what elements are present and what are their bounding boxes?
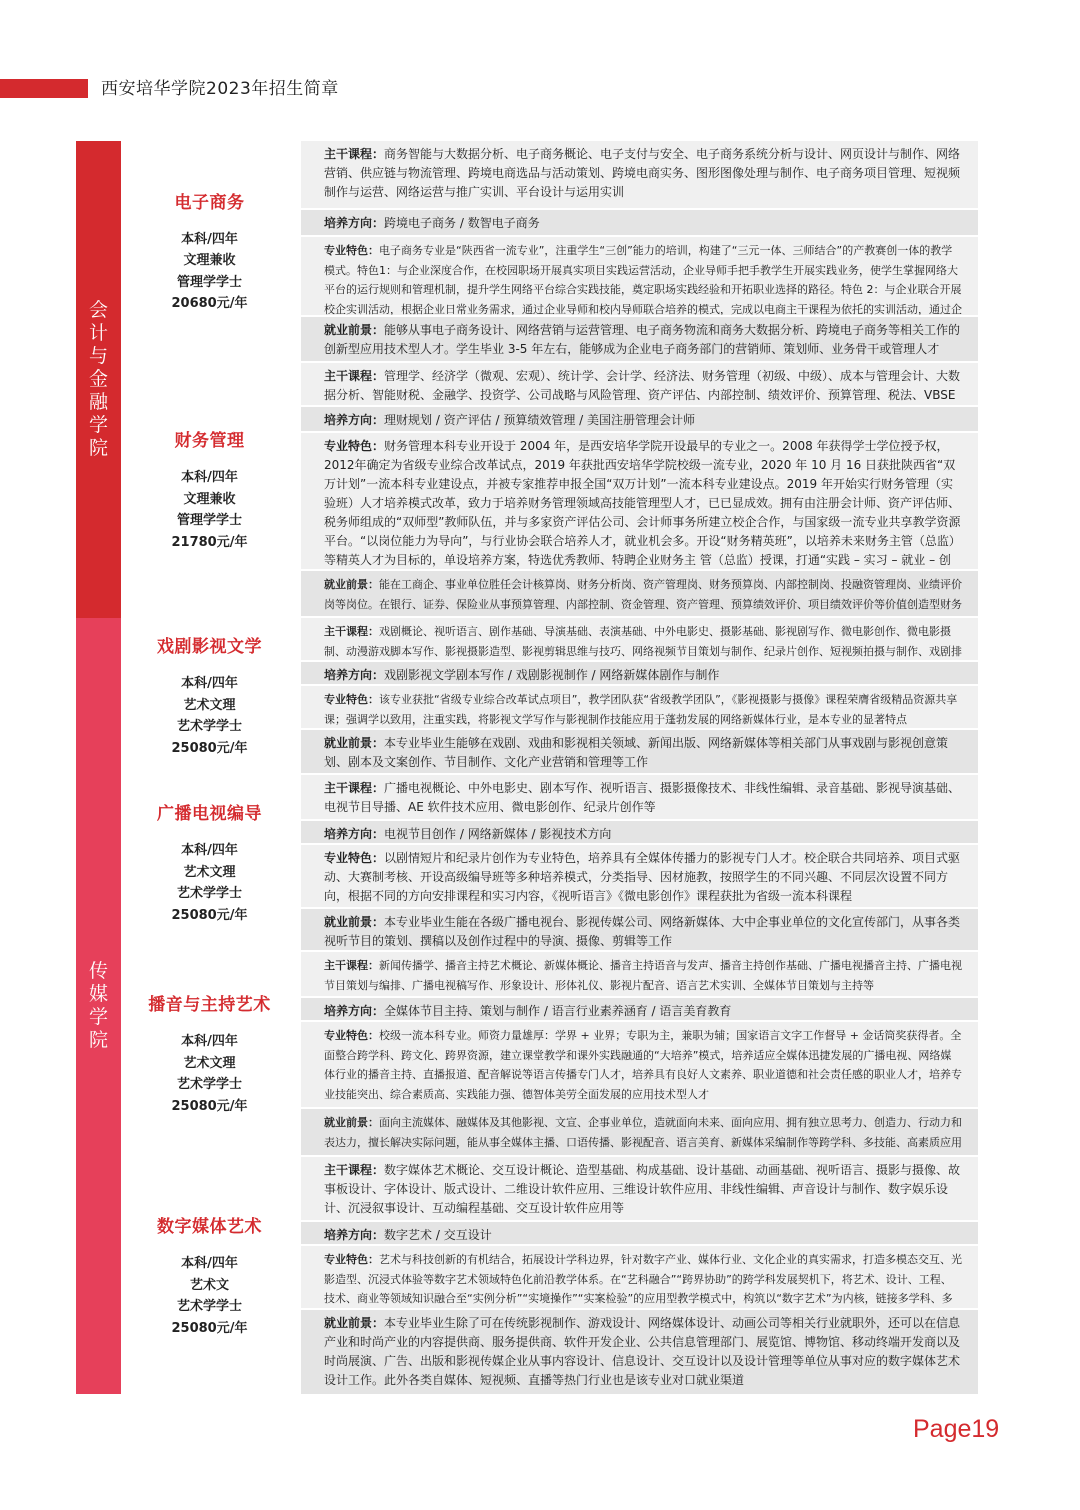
direction-row: 培养方向：理财规划 / 资产评估 / 预算绩效管理 / 美国注册管理会计师 (298, 407, 978, 433)
courses-row: 主干课程：管理学、经济学（微观、宏观）、统计学、会计学、经济法、财务管理（初级、中级）、成本与管理会计、大数据分析、智能财税、金融学、投资学、公司战略与风险管理、资产评估、内部控制、绩效评价、预算管理、税法、VBSE (298, 363, 978, 407)
direction-row: 培养方向：电视节目创作 / 网络新媒体 / 影视技术方向 (298, 821, 978, 845)
features-row: 专业特色：该专业获批“省级专业综合改革试点项目”，教学团队获“省级教学团队”，《影视摄影与摄像》课程荣膺省级精品资源共享课；强调学以致用，注重实践，将影视文学写作与影视制作技能应用于蓬勃发展的网络新媒体行业，是本专业的显著特点 (298, 686, 978, 730)
page-number: Page19 (913, 1415, 1000, 1443)
degree-type: 艺术学学士 (176, 1299, 242, 1314)
direction-row: 培养方向：戏剧影视文学剧本写作 / 戏剧影视制作 / 网络新媒体剧作与制作 (298, 662, 978, 686)
degree-duration: 本科/四年 (181, 843, 238, 858)
major-meta (172, 673, 248, 759)
college-name: 传媒学院 (88, 960, 108, 1051)
degree-duration: 本科/四年 (181, 470, 238, 485)
college-name: 会计与金融学院 (88, 299, 108, 459)
career-row: 就业前景：本专业毕业生能够在戏剧、戏曲和影视相关领域、新闻出版、网络新媒体等相关部门从事戏剧与影视创意策划、剧本及文案创作、节目制作、文化产业营销和管理等工作 (298, 730, 978, 775)
features-row: 专业特色：以剧情短片和纪录片创作为专业特色，培养具有全媒体传播力的影视专门人才。校企联合共同培养、项目式驱动、大赛制考核、开设高级编导班等多种培养模式，分类指导、因材施教，按照学生的不同兴趣、不同层次设置不同方向，根据不同的方向安排课程和实习内容，《视听语言》《微电影创作》课程获批为省级一流本科课程 (298, 845, 978, 909)
major-name: 戏剧影视文学 (157, 637, 262, 657)
major-meta (172, 229, 248, 315)
major-ecommerce (121, 141, 298, 363)
tuition: 25080元/年 (171, 1320, 248, 1336)
degree-type: 艺术学学士 (176, 886, 242, 901)
career-row: 就业前景：面向主流媒体、融媒体及其他影视、文宣、企事业单位，造就面向未来、面向应用、拥有独立思考力、创造力、行动力和表达力，擅长解决实际问题，能从事全媒体主播、口语传播、影视配音、语言美育、新媒体采编制作等跨学科、多技能、高素质应用 (298, 1109, 978, 1157)
major-meta (172, 840, 248, 926)
tuition: 25080元/年 (171, 1098, 248, 1114)
major-name: 广播电视编导 (157, 804, 262, 824)
tuition: 20680元/年 (171, 296, 248, 311)
degree-duration: 本科/四年 (181, 1256, 238, 1271)
major-meta (172, 1253, 248, 1339)
major-broadcasting-hosting (121, 952, 298, 1157)
major-meta (172, 467, 248, 553)
career-row: 就业前景：本专业毕业生除了可在传统影视制作、游戏设计、网络媒体设计、动画公司等相关行业就职外，还可以在信息产业和时尚产业的内容提供商、服务提供商、软件开发企业、公共信息管理部门、展览馆、博物馆、移动终端开发商以及时尚展演、广告、出版和影视传媒企业从事内容设计、信息设计、交互设计以及设计管理等单位从事对应的数字媒体艺术设计工作。此外各类自媒体、短视频、直播等热门行业也是该专业对口就业渠道 (298, 1310, 978, 1394)
degree-duration: 本科/四年 (181, 1034, 238, 1049)
major-name: 播音与主持艺术 (148, 995, 271, 1015)
admission-type: 艺术文理 (183, 864, 236, 880)
header-title: 西安培华学院2023年招生简章 (101, 79, 339, 99)
tuition: 21780元/年 (171, 534, 248, 550)
admission-type: 艺术文理 (183, 697, 236, 713)
admission-type: 艺术文理 (183, 1055, 236, 1071)
major-radio-tv-directing (121, 775, 298, 952)
college-accounting-finance (76, 141, 121, 618)
courses-row: 主干课程：新闻传播学、播音主持艺术概论、新媒体概论、播音主持语音与发声、播音主持创作基础、广播电视播音主持、广播电视节目策划与编排、广播电视稿写作、形象设计、形体礼仪、影视片配音、语言艺术实训、全媒体节目策划与主持等 (298, 952, 978, 998)
career-row: 就业前景：本专业毕业生能在各级广播电视台、影视传媒公司、网络新媒体、大中企事业单位的文化宣传部门，从事各类视听节目的策划、撰稿以及创作过程中的导演、摄像、剪辑等工作 (298, 909, 978, 952)
tuition: 25080元/年 (171, 907, 248, 923)
major-digital-media-art (121, 1157, 298, 1394)
direction-row: 培养方向：数字艺术 / 交互设计 (298, 1222, 978, 1246)
features-row: 专业特色：校级一流本科专业。师资力量雄厚：学界 + 业界；专职为主，兼职为辅；国家语言文字工作督导 + 金话筒奖获得者。全面整合跨学科、跨文化、跨界资源，建立课堂教学和课外实践融通的“大培养”模式，培养适应全媒体迅捷发展的广播电视、网络媒体行业的播音主持、直播报道、配音解说等语言传播专门人才，培养具有良好人文素养、职业道德和社会责任感的职业人才，培养专业技能突出、综合素质高、实践能力强、德智体美劳全面发展的应用技术型人才 (298, 1022, 978, 1109)
courses-row: 主干课程：广播电视概论、中外电影史、剧本写作、视听语言、摄影摄像技术、非线性编辑、录音基础、影视导演基础、电视节目导播、AE 软件技术应用、微电影创作、纪录片创作等 (298, 775, 978, 821)
features-row: 专业特色：电子商务专业是“陕西省一流专业”，注重学生“三创”能力的培训，构建了“三元一体、三师结合”的产教赛创一体的教学模式。特色1：与企业深度合作，在校园职场开展真实项目实践运营活动，企业导师手把手教学生开展实践业务，使学生掌握网络大平台的运行规则和管理机制，提升学生网络平台综合实践技能，奠定职场实践经验和开拓职业选择的路径。特色 2：与企业联合开展校企实训活动，根据企业日常业务需求，通过企业导师和校内导师联合培养的模式，完成以电商主干课程为依托的实训活动，通过企 (298, 237, 978, 317)
major-name: 电子商务 (174, 192, 245, 213)
major-name: 数字媒体艺术 (157, 1217, 262, 1237)
major-financial-management (121, 363, 298, 618)
major-name: 财务管理 (174, 431, 245, 451)
degree-duration: 本科/四年 (181, 676, 238, 691)
program-table (76, 141, 978, 1394)
career-row: 就业前景：能在工商企、事业单位胜任会计核算岗、财务分析岗、资产管理岗、财务预算岗、内部控制岗、投融资管理岗、业绩评价岗等岗位。在银行、证券、保险业从事预算管理、内部控制、资金管理、资产管理、预算绩效评价、项目绩效评价等价值创造型财务 (298, 571, 978, 618)
header-accent-bar (0, 79, 88, 98)
degree-type: 艺术学学士 (176, 1077, 242, 1092)
degree-type: 管理学学士 (176, 513, 242, 528)
degree-duration: 本科/四年 (181, 231, 238, 247)
courses-row: 主干课程：戏剧概论、视听语言、剧作基础、导演基础、表演基础、中外电影史、摄影基础、影视剧写作、微电影创作、微电影摄制、动漫游戏脚本写作、影视摄影造型、影视剪辑思维与技巧、网络视频节目策划与制作、纪录片创作、短视频拍摄与制作、戏剧排 (298, 618, 978, 662)
direction-row: 培养方向：跨境电子商务 / 数智电子商务 (298, 210, 978, 237)
major-drama-film-literature (121, 618, 298, 775)
courses-row: 主干课程：商务智能与大数据分析、电子商务概论、电子支付与安全、电子商务系统分析与设计、网页设计与制作、网络营销、供应链与物流管理、跨境电商选品与活动策划、跨境电商实务、图形图像处理与制作、电子商务项目管理、短视频制作与运营、网络运营与推广实训、平台设计与运用实训 (298, 141, 978, 210)
college-media (76, 618, 121, 1394)
tuition: 25080元/年 (171, 740, 248, 756)
direction-row: 培养方向：全媒体节目主持、策划与制作 / 语言行业素养涵育 / 语言美育教育 (298, 998, 978, 1022)
features-row: 专业特色：艺术与科技创新的有机结合，拓展设计学科边界，针对数字产业、媒体行业、文化企业的真实需求，打造多模态交互、光影造型、沉浸式体验等数字艺术领域特色化前沿教学体系。在“艺科融合”“跨界协助”的跨学科发展契机下，将艺术、设计、工程、技术、商业等领域知识融合至“实例分析”“实境操作”“实案检验”的应用型教学模式中，构筑以“数字艺术”为内核，链接多学科、多 (298, 1246, 978, 1310)
degree-type: 管理学学士 (176, 274, 242, 290)
features-row: 专业特色：财务管理本科专业开设于 2004 年，是西安培华学院开设最早的专业之一。2008 年获得学士学位授予权，2012年确定为省级专业综合改革试点，2019 年获批西安培华学院校级一流专业，2020 年 10 月 16 日获批陕西省“双万计划”一流本科专业建设点，并被专家推荐申报全国“双万计划”一流本科专业建设点。2019 年开始实行财务管理（实验班）人才培养模式改革，致力于培养财务管理领域高技能管理型人才，已已显成效。拥有由注册会计师、资产评估师、税务师组成的“双师型”教师队伍，并与多家资产评估公司、会计师事务所建立校企合作，与国家级一流专业共享教学资源平台。“以岗位能力为导向”，与行业协会联合培养人才，就业机会多。开设“财务精英班”，以培养未来财务主管（总监）等精英人才为目标的，单设培养方案，特选优秀教师、特聘企业财务主 管（总监）授课，打通“实践 – 实习 – 就业 – 创 (298, 433, 978, 571)
degree-type: 艺术学学士 (176, 719, 242, 734)
courses-row: 主干课程：数字媒体艺术概论、交互设计概论、造型基础、构成基础、设计基础、动画基础、视听语言、摄影与摄像、故事板设计、字体设计、版式设计、二维设计软件应用、三维设计软件应用、非线性编辑、声音设计与制作、数字娱乐设计、沉浸叙事设计、互动编程基础、交互设计软件应用等 (298, 1157, 978, 1222)
career-row: 就业前景：能够从事电子商务设计、网络营销与运营管理、电子商务物流和商务大数据分析、跨境电子商务等相关工作的创新型应用技术型人才。学生毕业 3-5 年左右，能够成为企业电子商务部门的营销师、策划师、业务骨干或管理人才 (298, 317, 978, 363)
admission-type: 文理兼收 (183, 491, 236, 507)
admission-type: 艺术文 (189, 1277, 229, 1293)
major-meta (172, 1031, 248, 1117)
admission-type: 文理兼收 (183, 253, 236, 268)
